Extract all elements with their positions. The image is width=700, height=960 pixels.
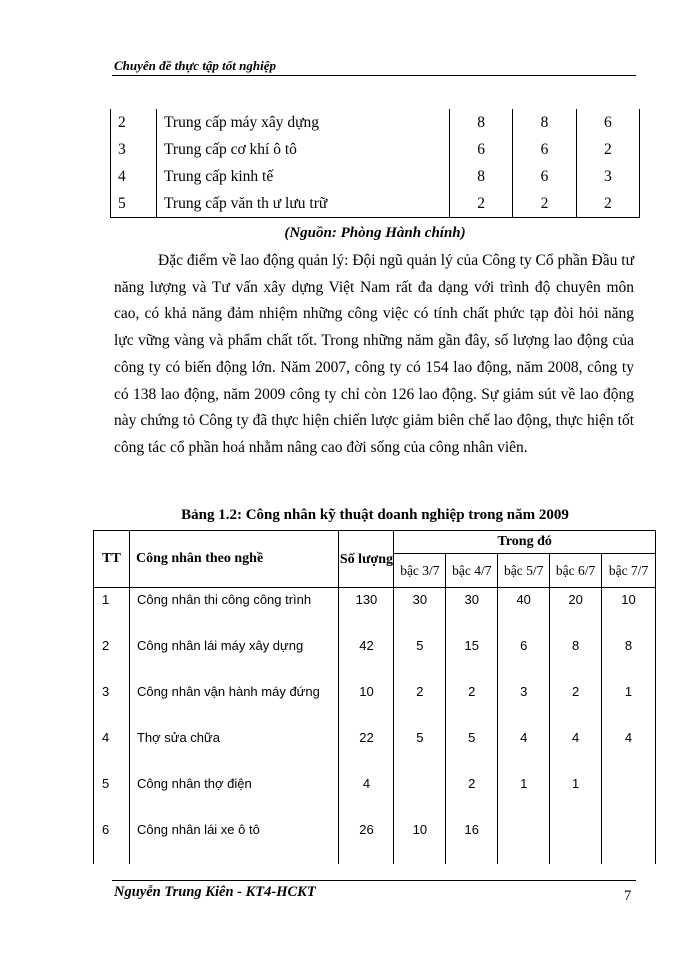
table-caption: Bảng 1.2: Công nhân kỹ thuật doanh nghiệp trong năm 2009 xyxy=(181,507,569,523)
row-value: 2 xyxy=(450,190,513,218)
cell-quantity: 4 xyxy=(339,772,394,818)
cell-tt: 3 xyxy=(94,680,130,726)
table-row xyxy=(94,634,656,680)
cell-tt: 4 xyxy=(94,726,130,772)
cell-level: 16 xyxy=(446,818,498,864)
cell-quantity: 26 xyxy=(339,818,394,864)
row-name: Trung cấp kinh tế xyxy=(157,163,450,190)
cell-level: 3 xyxy=(498,680,550,726)
cell-level: 20 xyxy=(550,588,602,635)
page-number: 7 xyxy=(624,888,632,904)
footer-divider xyxy=(112,880,636,881)
table-row xyxy=(94,772,656,818)
cell-level: 10 xyxy=(602,588,656,635)
row-number: 3 xyxy=(111,136,157,163)
cell-quantity: 22 xyxy=(339,726,394,772)
row-value: 6 xyxy=(513,136,576,163)
header-group: Trong đó xyxy=(394,531,656,554)
cell-name: Công nhân thi công công trình xyxy=(129,588,339,635)
header-quantity: Số lượng xyxy=(339,531,394,588)
cell-tt: 2 xyxy=(94,634,130,680)
row-number: 2 xyxy=(111,109,157,136)
row-value: 8 xyxy=(450,109,513,136)
row-name: Trung cấp máy xây dựng xyxy=(157,109,450,136)
cell-level: 8 xyxy=(550,634,602,680)
cell-name: Công nhân thợ điện xyxy=(129,772,339,818)
table-row xyxy=(94,680,656,726)
cell-level: 30 xyxy=(394,588,446,635)
cell-quantity: 130 xyxy=(339,588,394,635)
cell-level xyxy=(550,818,602,864)
header-tt: TT xyxy=(94,531,130,588)
cell-tt: 6 xyxy=(94,818,130,864)
table-source-note: (Nguồn: Phòng Hành chính) xyxy=(284,225,466,241)
cell-quantity: 42 xyxy=(339,634,394,680)
row-number: 5 xyxy=(111,190,157,218)
cell-level: 4 xyxy=(602,726,656,772)
table-row xyxy=(94,818,656,864)
table-row xyxy=(111,136,640,163)
cell-level: 15 xyxy=(446,634,498,680)
cell-level: 1 xyxy=(550,772,602,818)
table-row xyxy=(94,588,656,635)
row-number: 4 xyxy=(111,163,157,190)
cell-level: 1 xyxy=(602,680,656,726)
body-paragraph: Đặc điểm về lao động quản lý: Đội ngũ quản lý của Công ty Cổ phần Đầu tư năng lượng và Tư vấn xây dựng Việt Nam rất đa dạng với trình độ chuyên môn cao, có khả năng đảm nhiệm những công việc có tính chất phức tạp đòi hỏi năng lực vững vàng và phẩm chất tốt. Trong những năm gần đây, số lượng lao động của công ty có biến động lớn. Năm 2007, công ty có 154 lao động, năm 2008, công ty có 138 lao động, năm 2009 công ty chỉ còn 126 lao động. Sự giảm sút về lao động này chứng tỏ Công ty đã thực hiện chiến lược giảm biên chế lao động, thực hiện tốt công tác cổ phần hoá nhằm nâng cao đời sống của công nhân viên. xyxy=(114,252,634,456)
table-header-row xyxy=(94,531,656,554)
header-level: bậc 7/7 xyxy=(602,554,656,588)
cell-level: 8 xyxy=(602,634,656,680)
table-row xyxy=(111,163,640,190)
cell-name: Thợ sửa chữa xyxy=(129,726,339,772)
cell-tt: 1 xyxy=(94,588,130,635)
row-value: 8 xyxy=(450,163,513,190)
cell-level: 2 xyxy=(446,772,498,818)
cell-level: 5 xyxy=(394,634,446,680)
cell-level: 6 xyxy=(498,634,550,680)
row-value: 6 xyxy=(576,109,639,136)
cell-level: 2 xyxy=(394,680,446,726)
header-job: Công nhân theo nghề xyxy=(129,531,339,588)
row-value: 8 xyxy=(513,109,576,136)
cell-name: Công nhân lái máy xây dựng xyxy=(129,634,339,680)
header-divider xyxy=(112,75,636,76)
cell-level: 2 xyxy=(550,680,602,726)
cell-level: 30 xyxy=(446,588,498,635)
header-level: bậc 6/7 xyxy=(550,554,602,588)
row-value: 2 xyxy=(576,136,639,163)
cell-level: 5 xyxy=(446,726,498,772)
cell-level: 1 xyxy=(498,772,550,818)
cell-level xyxy=(498,818,550,864)
page-header-title: Chuyên đề thực tập tốt nghiệp xyxy=(114,58,276,73)
training-table-continued xyxy=(110,109,640,218)
cell-level xyxy=(394,772,446,818)
cell-level xyxy=(602,772,656,818)
header-level: bậc 3/7 xyxy=(394,554,446,588)
header-level: bậc 4/7 xyxy=(446,554,498,588)
cell-level: 4 xyxy=(550,726,602,772)
cell-level: 4 xyxy=(498,726,550,772)
row-value: 3 xyxy=(576,163,639,190)
cell-quantity: 10 xyxy=(339,680,394,726)
cell-level: 10 xyxy=(394,818,446,864)
row-value: 6 xyxy=(513,163,576,190)
row-name: Trung cấp cơ khí ô tô xyxy=(157,136,450,163)
technical-workers-table xyxy=(93,530,656,864)
table-row xyxy=(111,109,640,136)
cell-tt: 5 xyxy=(94,772,130,818)
cell-name: Công nhân lái xe ô tô xyxy=(129,818,339,864)
cell-level: 5 xyxy=(394,726,446,772)
row-value: 2 xyxy=(513,190,576,218)
row-value: 2 xyxy=(576,190,639,218)
cell-name: Công nhân vận hành máy đứng xyxy=(129,680,339,726)
table-row xyxy=(94,726,656,772)
header-level: bậc 5/7 xyxy=(498,554,550,588)
cell-level: 40 xyxy=(498,588,550,635)
cell-level xyxy=(602,818,656,864)
footer-author: Nguyễn Trung Kiên - KT4-HCKT xyxy=(114,884,316,900)
row-name: Trung cấp văn th ư lưu trữ xyxy=(157,190,450,218)
table-row xyxy=(111,190,640,218)
cell-level: 2 xyxy=(446,680,498,726)
row-value: 6 xyxy=(450,136,513,163)
